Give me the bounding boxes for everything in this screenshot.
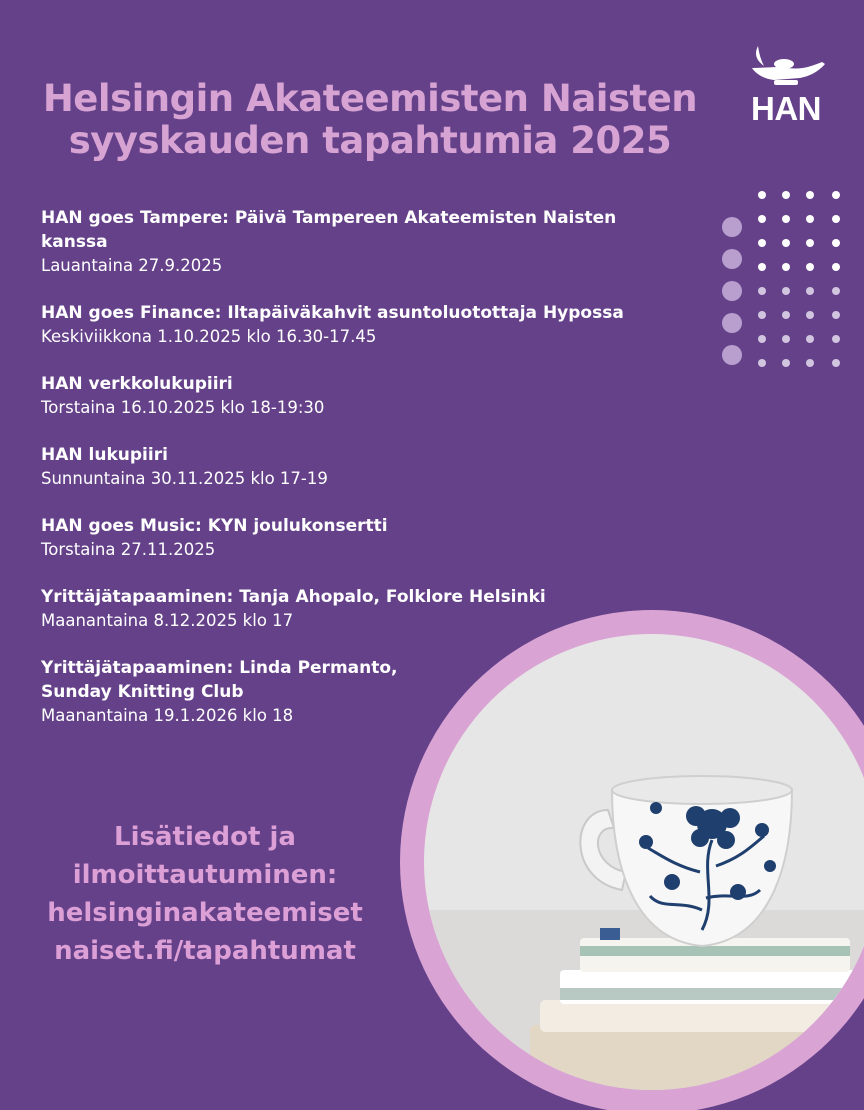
- event-date: Torstaina 27.11.2025: [41, 540, 216, 559]
- event-title: [41, 443, 681, 467]
- event-title-line: kanssa: [41, 232, 108, 252]
- title-line-2: syyskauden tapahtumia 2025: [68, 119, 672, 162]
- coffee-cup-photo: [400, 610, 864, 1110]
- event-title-line: HAN verkkolukupiiri: [41, 374, 233, 394]
- title-line-1: Helsingin Akateemisten Naisten: [42, 77, 698, 120]
- event-title-line: HAN lukupiiri: [41, 445, 168, 465]
- event-item: [41, 206, 681, 278]
- more-info-line: Lisätiedot ja: [114, 822, 296, 852]
- event-date: Lauantaina 27.9.2025: [41, 256, 223, 275]
- event-item: [41, 372, 681, 420]
- event-title-line: Yrittäjätapaaminen: Linda Permanto,: [41, 658, 398, 678]
- page-title: [40, 78, 700, 162]
- event-item: [41, 443, 681, 491]
- event-date: Sunnuntaina 30.11.2025 klo 17-19: [41, 469, 328, 488]
- event-item: [41, 301, 681, 349]
- event-title: [41, 301, 681, 325]
- event-title-line: HAN goes Tampere: Päivä Tampereen Akateemisten Naisten: [41, 208, 617, 228]
- more-info-line: ilmoittautuminen:: [72, 860, 338, 890]
- event-title-line: Sunday Knitting Club: [41, 682, 244, 702]
- logo-text: HAN: [751, 90, 821, 127]
- event-title: [41, 206, 681, 254]
- event-title-line: HAN goes Music: KYN joulukonsertti: [41, 516, 388, 536]
- event-title: [41, 372, 681, 396]
- more-info-text: [20, 818, 390, 970]
- event-title: [41, 585, 681, 609]
- event-title-line: Yrittäjätapaaminen: Tanja Ahopalo, Folklore Helsinki: [41, 587, 546, 607]
- event-date: Torstaina 16.10.2025 klo 18-19:30: [41, 398, 325, 417]
- oil-lamp-icon: [744, 44, 828, 90]
- event-date: Maanantaina 19.1.2026 klo 18: [41, 706, 294, 725]
- han-logo: [744, 44, 828, 130]
- decorative-dot-pattern: [718, 186, 848, 376]
- event-date: Keskiviikkona 1.10.2025 klo 16.30-17.45: [41, 327, 377, 346]
- event-title: [41, 514, 681, 538]
- event-date: Maanantaina 8.12.2025 klo 17: [41, 611, 294, 630]
- event-title-line: HAN goes Finance: Iltapäiväkahvit asuntoluotottaja Hypossa: [41, 303, 624, 323]
- event-item: [41, 514, 681, 562]
- more-info-link[interactable]: helsinginakateemiset: [47, 898, 363, 928]
- more-info-link[interactable]: naiset.fi/tapahtumat: [54, 936, 356, 966]
